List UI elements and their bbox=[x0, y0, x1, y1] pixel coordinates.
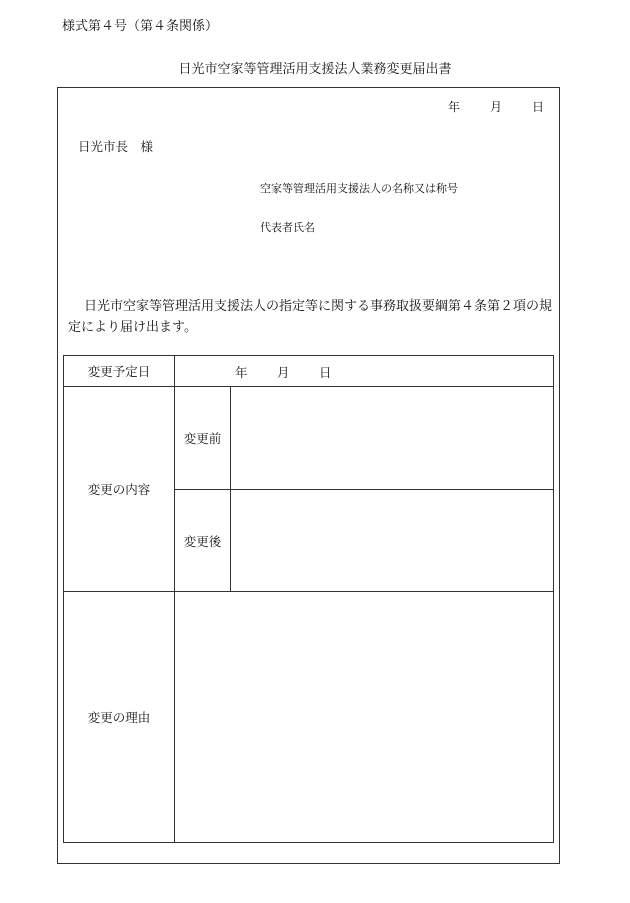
date-year-label: 年 bbox=[448, 100, 461, 114]
scheduled-year-label: 年 bbox=[235, 365, 248, 380]
table-row bbox=[64, 356, 554, 387]
applicant-name-label: 空家等管理活用支援法人の名称又は称号 bbox=[260, 182, 458, 195]
representative-name-label: 代表者氏名 bbox=[260, 221, 315, 234]
change-content-label: 変更の内容 bbox=[64, 387, 175, 592]
date-month-label: 月 bbox=[490, 100, 503, 114]
scheduled-day-label: 日 bbox=[319, 365, 332, 380]
after-change-label: 変更後 bbox=[175, 490, 231, 592]
addressee: 日光市長 様 bbox=[78, 139, 154, 154]
table-row bbox=[64, 592, 554, 843]
change-reason-label: 変更の理由 bbox=[64, 592, 175, 843]
before-change-label: 変更前 bbox=[175, 387, 231, 490]
table-row bbox=[64, 387, 554, 490]
statement-text: 日光市空家等管理活用支援法人の指定等に関する事務取扱要綱第４条第２項の規定により届け出ます。 bbox=[68, 299, 553, 335]
date-day-label: 日 bbox=[532, 100, 545, 114]
scheduled-month-label: 月 bbox=[277, 365, 290, 380]
document-title: 日光市空家等管理活用支援法人業務変更届出書 bbox=[178, 62, 452, 77]
scheduled-date-field[interactable] bbox=[175, 356, 554, 387]
form-number: 様式第４号（第４条関係） bbox=[62, 19, 219, 34]
before-change-field[interactable] bbox=[231, 387, 554, 490]
scheduled-date-label: 変更予定日 bbox=[64, 356, 175, 387]
change-reason-field[interactable] bbox=[175, 592, 554, 843]
after-change-field[interactable] bbox=[231, 490, 554, 592]
change-details-table bbox=[63, 355, 554, 843]
